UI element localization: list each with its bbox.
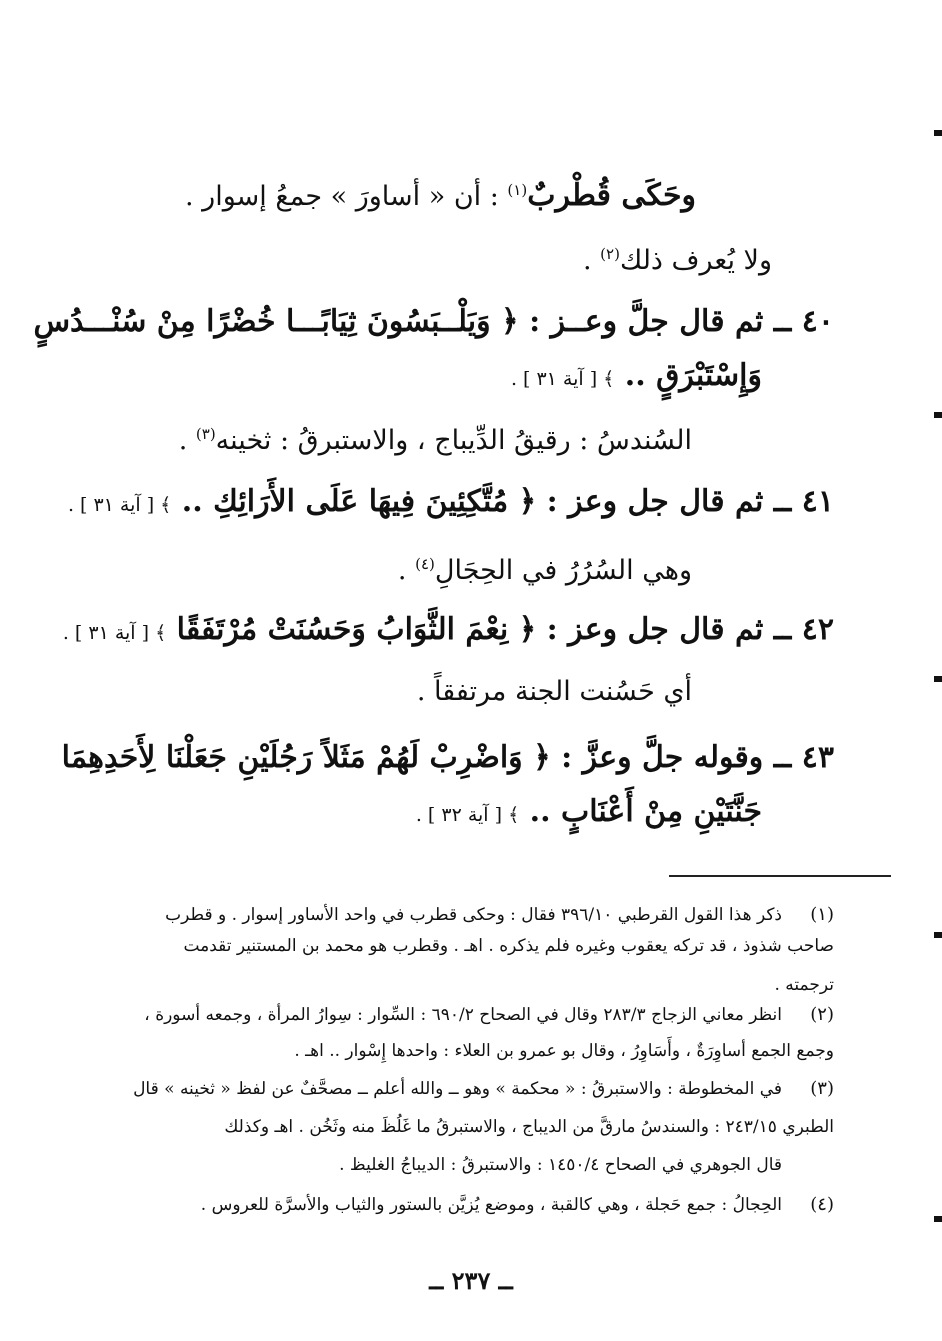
footnote-line: ذكر هذا القول القرطبي ٣٩٦/١٠ فقال : وحكى قطرب في واحد الأساور إسوار . و قطرب (165, 905, 782, 925)
verse-40-intro: ٤٠ ــ ثم قال جلَّ وعــز : ﴿ (501, 304, 834, 339)
footnote-separator (669, 875, 891, 877)
margin-mark (934, 412, 942, 418)
verse-42-ref: ﴾ [ آية ٣١ ] . (62, 622, 167, 644)
verse-41-quran: مُتَّكِئِينَ فِيهَا عَلَى الأَرَائِكِ .. (181, 484, 509, 519)
footnote-line: انظر معاني الزجاج ٢٨٣/٣ وقال في الصحاح ٦٩٠/٢ : السِّوار : سِوارُ المرأة ، وجمعه أسورة ، (144, 1005, 782, 1025)
qutrub-rest: : أن « أساورَ » جمعُ إسوار . (185, 181, 508, 212)
verse-40-line-1 (33, 302, 834, 342)
footnote-ref-4[interactable]: (٤) (415, 555, 435, 573)
verse-40-quran-2: وَإِسْتَبْرَقٍ .. (624, 358, 762, 393)
margin-mark (934, 676, 942, 682)
verse-42-expl-text: أي حَسُنت الجنة مرتفقاً . (416, 676, 692, 707)
footnote-line: في المخطوطة : والاستبرقُ : « محكمة » وهو ــ والله أعلم ــ مصحَّفٌ عن لفظ « ثخينه » قال (133, 1079, 782, 1099)
verse-41-expl-text: وهي السُرُرُ في الحِجَالِ (434, 555, 692, 586)
body-line-unknown (583, 234, 772, 281)
footnote-line: قال الجوهري في الصحاح ١٤٥٠/٤ : والاستبرقُ : الديباجُ الغليظ . (339, 1155, 782, 1175)
footnote-ref-2[interactable]: (٢) (600, 245, 620, 263)
footnote-number: (١) (810, 904, 834, 925)
qutrub-phrase: وحَكَى قُطْربٌ (527, 178, 696, 213)
verse-42-intro: ٤٢ ــ ثم قال جل وعز : ﴿ (518, 612, 834, 647)
verse-43-line-2 (416, 792, 762, 835)
page-number: ــ ٢٣٧ ــ (429, 1266, 513, 1295)
verse-42-explanation (417, 672, 692, 712)
body-line-qutrub (185, 170, 696, 217)
footnote-number: (٤) (810, 1194, 834, 1215)
footnote-line: الحِجالُ : جمع حَجلة ، وهي كالقبة ، وموضع يُزيَّن بالستور والثياب والأسرَّة للعروس . (200, 1195, 782, 1215)
footnote-line: ترجمته . (774, 975, 834, 995)
verse-41-expl-end: . (397, 555, 416, 586)
verse-41-ref: ﴾ [ آية ٣١ ] . (67, 494, 172, 516)
verse-43-quran-1: وَاضْرِبْ لَهُمْ مَثَلاً رَجُلَيْنِ جَعَلْنَا لِأَحَدِهِمَا (61, 740, 523, 775)
footnote-number: (٣) (810, 1078, 834, 1099)
unknown-end: . (583, 245, 601, 276)
verse-42-line (63, 610, 834, 653)
verse-40-expl-text: السُندسُ : رقيقُ الدِّيباج ، والاستبرقُ : ثخينه (215, 425, 692, 456)
verse-42-quran: نِعْمَ الثَّوَابُ وَحَسُنَتْ مُرْتَفَقًا (176, 612, 509, 647)
margin-mark (934, 932, 942, 938)
footnote-line: وجمع الجمع أساوِرَةٌ ، وأَسَاوِرُ ، وقال بو عمرو بن العلاء : واحدها إِسْوار .. اهـ . (294, 1041, 834, 1061)
verse-40-explanation (179, 414, 692, 461)
footnote-line: صاحب شذوذ ، قد تركه يعقوب وغيره فلم يذكره . اهـ . وقطرب هو محمد بن المستنير تقدمت (183, 936, 834, 956)
verse-43-line-1 (62, 738, 834, 778)
footnote-line: الطبري ٢٤٣/١٥ : والسندسُ مارقَّ من الديباج ، والاستبرقُ ما غَلُظَ منه وثَخُن . اهـ وكذلك (224, 1117, 834, 1137)
verse-40-expl-end: . (178, 425, 196, 456)
verse-43-intro: ٤٣ ــ وقوله جلَّ وعزَّ : ﴿ (533, 740, 834, 775)
verse-40-quran-1: وَيَلْــبَسُونَ ثِيَابًـــا خُضْرًا مِنْ سُنْـــدُسٍ (33, 304, 491, 339)
verse-41-line (68, 482, 834, 525)
unknown-text: ولا يُعرف ذلك (619, 245, 772, 276)
footnote-number: (٢) (810, 1004, 834, 1025)
verse-43-quran-2: جَنَّتَيْنِ مِنْ أَعْنَابٍ .. (529, 794, 762, 829)
footnote-ref-1[interactable]: (١) (507, 181, 528, 199)
verse-40-line-2 (511, 356, 762, 399)
margin-mark (934, 130, 942, 136)
verse-43-ref: ﴾ [ آية ٣٢ ] . (415, 804, 520, 826)
verse-41-intro: ٤١ ــ ثم قال جل وعز : ﴿ (518, 484, 834, 519)
margin-mark (934, 1216, 942, 1222)
footnote-ref-3[interactable]: (٣) (195, 425, 216, 443)
verse-41-explanation (398, 544, 692, 591)
verse-40-ref: ﴾ [ آية ٣١ ] . (510, 368, 615, 390)
